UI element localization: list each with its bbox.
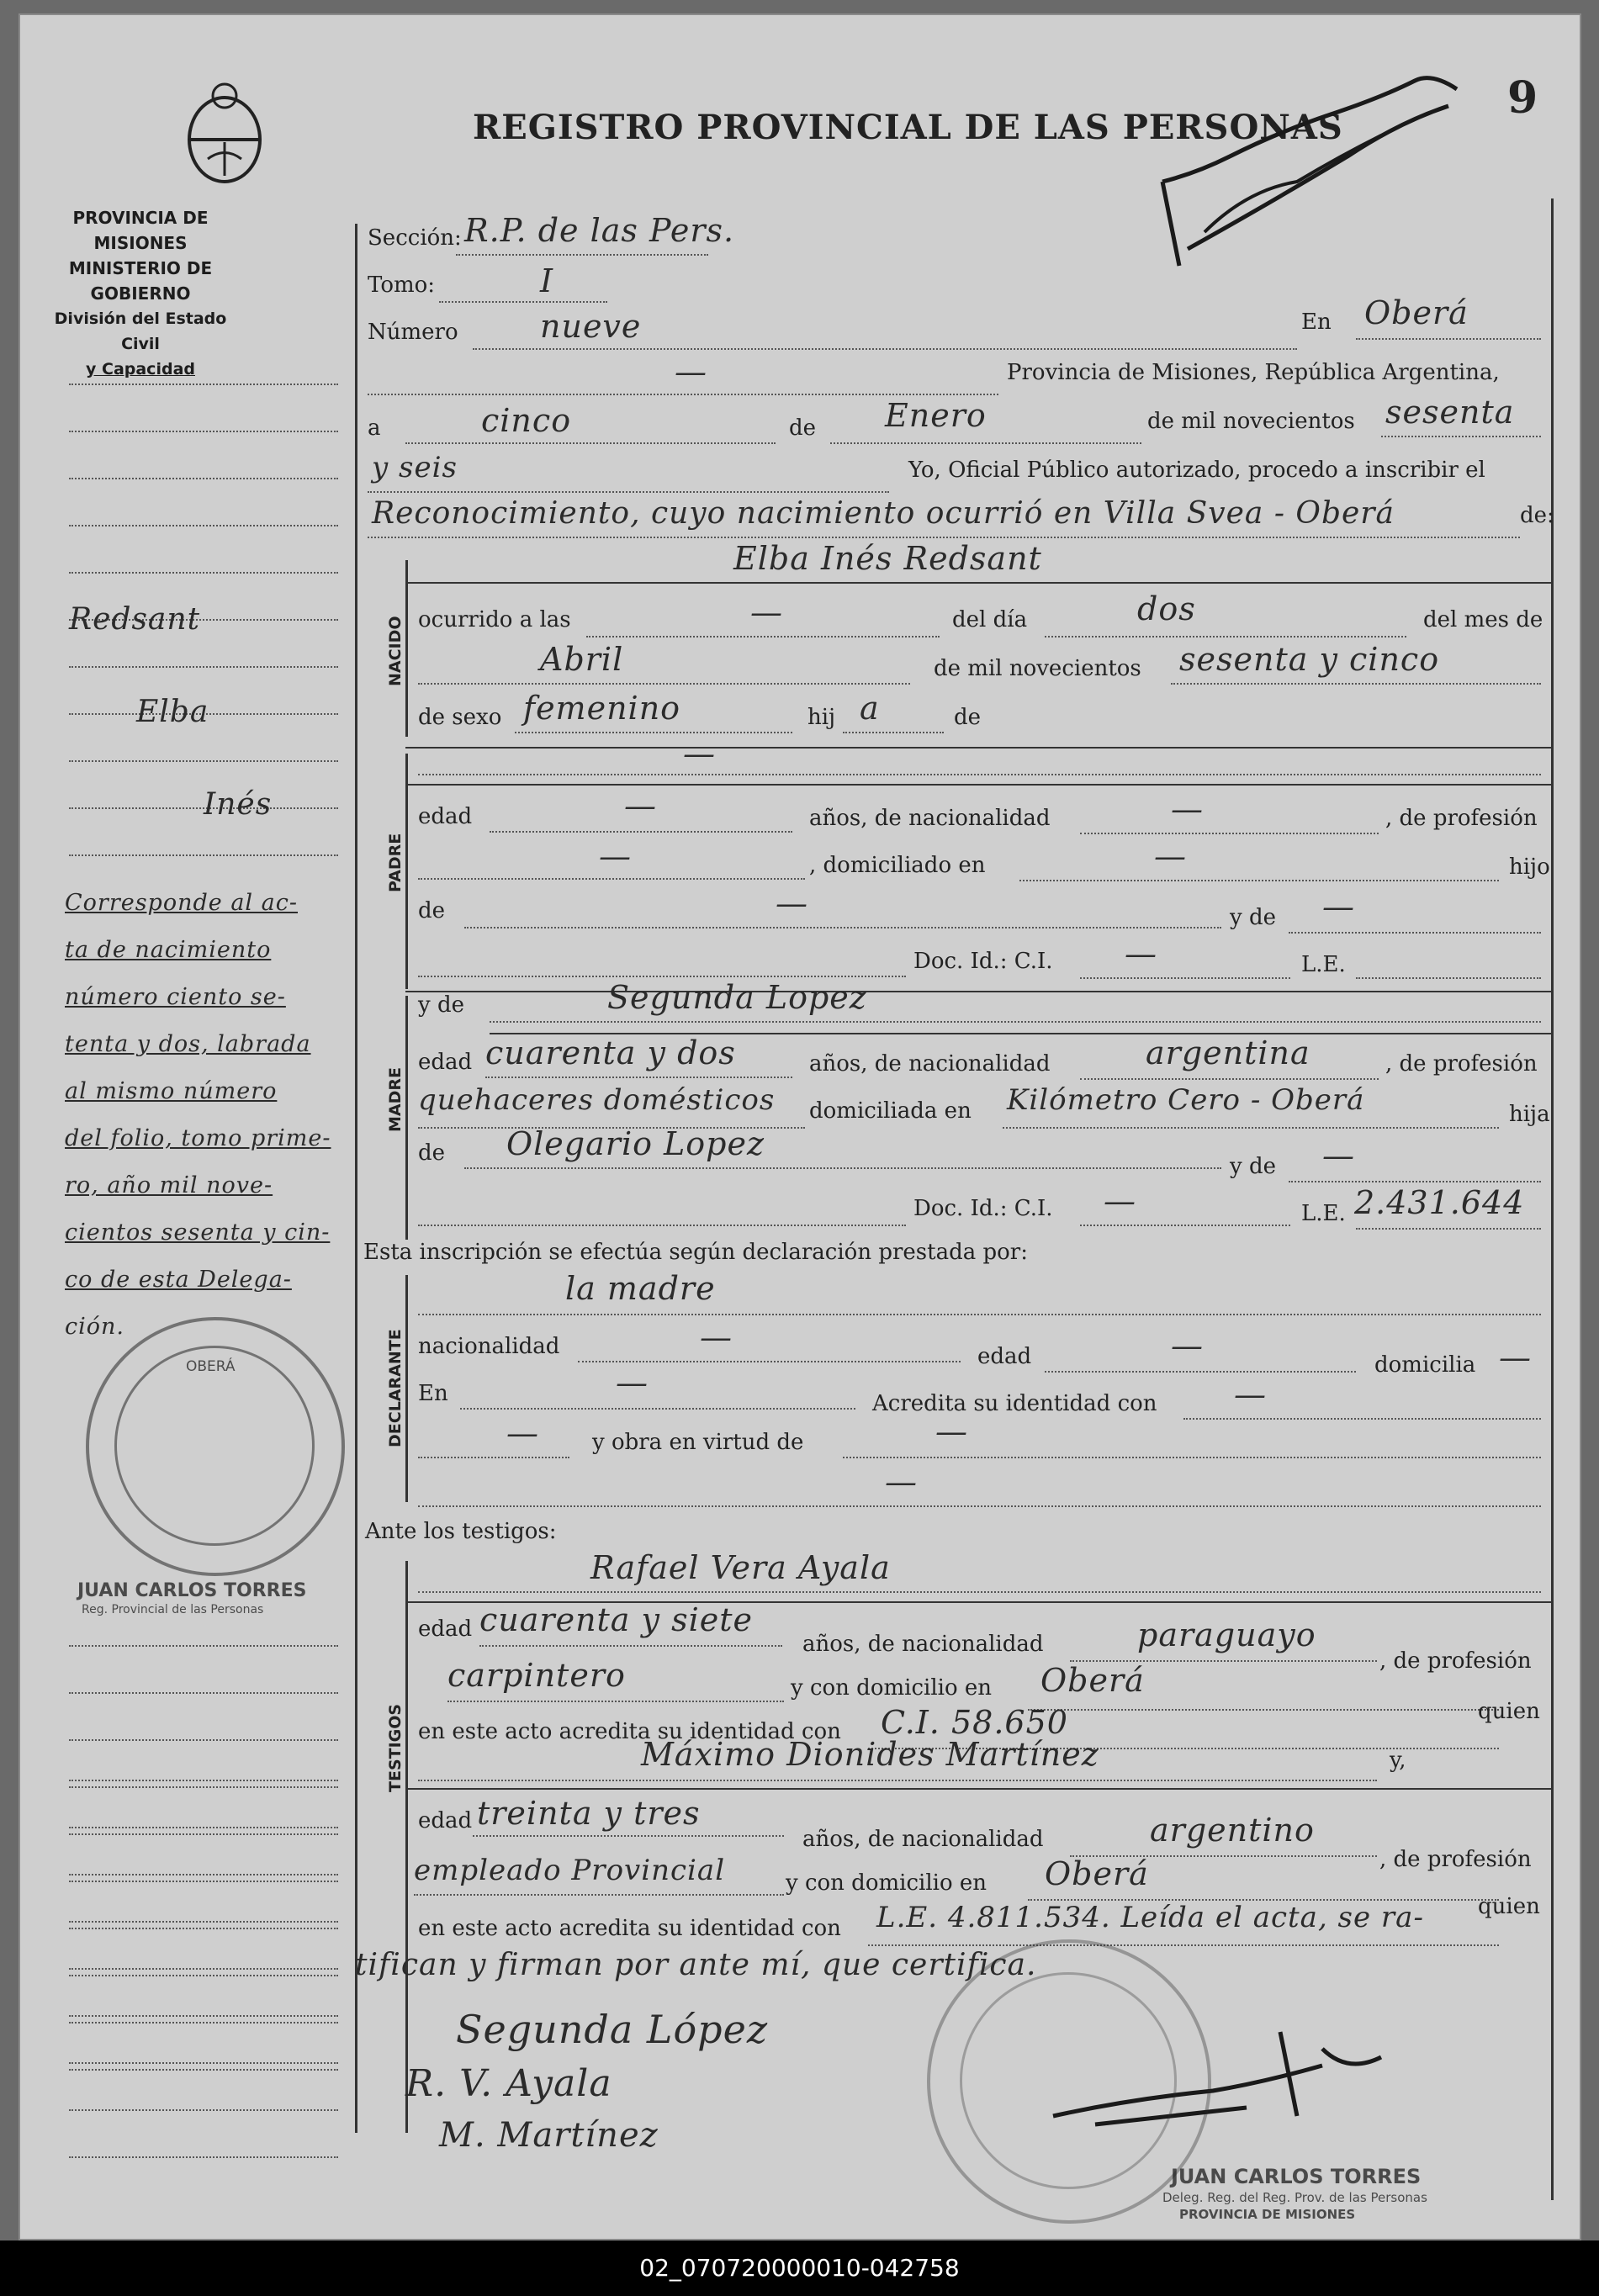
madre-y-de-label-2: y de — [1230, 1154, 1276, 1179]
dash-14: — — [1171, 1327, 1204, 1364]
hij-label: hij — [807, 705, 836, 730]
dash-6: — — [599, 838, 632, 875]
margin-note-line: ta de nacimiento — [65, 937, 272, 963]
cierre-value: tifican y firman por ante mí, que certifica. — [355, 1948, 1037, 1982]
t2-quien-label: quien — [1478, 1894, 1540, 1919]
t2-dom-value: Oberá — [1045, 1855, 1149, 1892]
ante-testigos-label: Ante los testigos: — [365, 1519, 557, 1544]
testigos-bar — [405, 1561, 408, 2133]
madre-de-label: de — [418, 1140, 446, 1166]
padre-anos-label: años, de nacionalidad — [809, 806, 1051, 831]
madre-prof-label: , de profesión — [1385, 1051, 1538, 1077]
padre-y-de-label: y de — [1230, 905, 1276, 930]
padre-edad-label: edad — [418, 804, 473, 829]
province-label: PROVINCIA DE MISIONES — [72, 208, 209, 253]
numero-label: Número — [368, 320, 458, 345]
stamp-left-name: JUAN CARLOS TORRES — [77, 1580, 307, 1601]
t1-prof-value: carpintero — [447, 1657, 626, 1694]
t2-dom-label: y con domicilio en — [786, 1870, 987, 1896]
ocurrido-label: ocurrido a las — [418, 607, 571, 632]
y-comma-label: y, — [1390, 1748, 1406, 1773]
madre-le-label: L.E. — [1301, 1201, 1346, 1226]
declarante-label: DECLARANTE — [386, 1329, 405, 1447]
madre-nombre-value: Segunda Lopez — [607, 979, 867, 1016]
dash-19: — — [935, 1413, 968, 1450]
dash-16: — — [616, 1364, 649, 1401]
dash-13: — — [700, 1319, 733, 1356]
document-sheet — [19, 13, 1581, 2240]
anio-value-1: sesenta — [1385, 394, 1515, 431]
madre-edad-value: cuarenta y dos — [485, 1034, 736, 1071]
stamp-bottom-name: JUAN CARLOS TORRES — [1171, 2165, 1422, 2188]
sexo-label: de sexo — [418, 705, 502, 730]
t1-nac-value: paraguayo — [1137, 1616, 1316, 1653]
main-divider — [355, 224, 357, 2133]
t2-edad-value: treinta y tres — [477, 1795, 701, 1832]
a-label: a — [368, 415, 381, 441]
dash-4: — — [624, 787, 657, 824]
official-stamp-left — [86, 1317, 345, 1576]
seccion-label: Sección: — [368, 225, 462, 251]
dash-18: — — [506, 1415, 539, 1452]
madre-padre-value: Olegario Lopez — [506, 1125, 765, 1162]
t2-prof-value: empleado Provincial — [414, 1854, 726, 1887]
right-border — [1551, 198, 1554, 2200]
provincia-label: Provincia de Misiones, República Argentina, — [1007, 360, 1500, 385]
de-colon-label: de: — [1520, 503, 1554, 528]
madre-anos-label: años, de nacionalidad — [809, 1051, 1051, 1077]
testigos-label: TESTIGOS — [386, 1703, 405, 1792]
coat-of-arms-icon — [178, 79, 271, 188]
madre-label: MADRE — [386, 1067, 405, 1132]
stamp-ring-text: OBERÁ — [186, 1358, 236, 1375]
dash-9: — — [1322, 888, 1355, 925]
nacido-bar — [405, 560, 408, 737]
numero-value: nueve — [540, 308, 642, 345]
dash-20: — — [885, 1463, 918, 1500]
t1-edad-value: cuarenta y siete — [479, 1601, 753, 1638]
inscripcion-label: Esta inscripción se efectúa según declaración prestada por: — [363, 1240, 1028, 1265]
dash-17: — — [1234, 1376, 1267, 1413]
stamp-left-sub: Reg. Provincial de las Personas — [82, 1603, 264, 1616]
anio-value-2: y seis — [372, 451, 458, 484]
signature-top-icon — [1129, 56, 1482, 299]
madre-edad-label: edad — [418, 1050, 473, 1075]
division-label-2: y Capacidad — [86, 360, 195, 378]
signature-2: R. V. Ayala — [405, 2062, 612, 2105]
padre-prof-label: , de profesión — [1385, 806, 1538, 831]
t1-dom-label: y con domicilio en — [791, 1675, 993, 1701]
de-mil-label: de mil novecientos — [1147, 409, 1355, 434]
reconocimiento-value: Reconocimiento, cuyo nacimiento ocurrió en Villa Svea - Oberá — [372, 496, 1395, 531]
division-label: División del Estado Civil — [54, 309, 227, 353]
dash-15: — — [1499, 1339, 1532, 1376]
margin-note-line: al mismo número — [65, 1078, 278, 1104]
tomo-label: Tomo: — [368, 272, 436, 298]
t2-prof-label: , de profesión — [1379, 1847, 1532, 1872]
lugar-value: Oberá — [1364, 294, 1469, 331]
t2-anos-label: años, de nacionalidad — [802, 1827, 1044, 1852]
padre-doc-label: Doc. Id.: C.I. — [913, 949, 1053, 974]
decl-nac-label: nacionalidad — [418, 1334, 560, 1359]
file-id-footer: 02_070720000010-042758 — [0, 2240, 1599, 2296]
dash-7: — — [1154, 838, 1187, 875]
madre-dom-value: Kilómetro Cero - Oberá — [1007, 1083, 1365, 1117]
margin-note-line: ro, año mil nove- — [65, 1172, 273, 1198]
decl-en-label: En — [418, 1381, 448, 1406]
hija-label: hija — [1509, 1102, 1550, 1127]
margin-note — [65, 880, 355, 1351]
dash-5: — — [1171, 791, 1204, 828]
seccion-value: R.P. de las Pers. — [464, 212, 735, 249]
margin-note-line: del folio, tomo prime- — [65, 1125, 331, 1151]
t1-doc-value: C.I. 58.650 — [881, 1704, 1068, 1741]
signature-3: M. Martínez — [439, 2116, 659, 2155]
dash-10: — — [1125, 935, 1157, 972]
dia-value: cinco — [481, 402, 572, 439]
signature-1: Segunda López — [456, 2007, 769, 2052]
mes-value: Enero — [885, 397, 987, 434]
madre-nac-value: argentina — [1146, 1034, 1310, 1071]
padre-bar — [405, 754, 408, 989]
margin-note-line: tenta y dos, labrada — [65, 1031, 311, 1057]
stamp-bottom-sub2: PROVINCIA DE MISIONES — [1179, 2207, 1356, 2222]
del-dia-label: del día — [952, 607, 1028, 632]
dash-3: — — [683, 735, 716, 772]
t2-nac-value: argentino — [1150, 1812, 1315, 1849]
nacido-label: NACIDO — [386, 616, 405, 686]
page-title: REGISTRO PROVINCIAL DE LAS PERSONAS — [473, 108, 1343, 147]
dash-11: — — [1322, 1137, 1355, 1174]
dash-1: — — [675, 353, 707, 390]
testigo2-value: Máximo Dionides Martínez — [641, 1736, 1099, 1773]
ministry-label: MINISTERIO DE GOBIERNO — [68, 258, 213, 304]
decl-acredita-label: Acredita su identidad con — [872, 1391, 1157, 1416]
tomo-value: I — [540, 262, 554, 299]
madre-y-de-label: y de — [418, 992, 464, 1018]
t2-edad-label: edad — [418, 1808, 473, 1833]
del-mes-label: del mes de — [1423, 607, 1543, 632]
en-label: En — [1301, 309, 1332, 335]
de-label-2: de — [954, 705, 982, 730]
madre-le-value: 2.431.644 — [1354, 1184, 1525, 1221]
declarante-value: la madre — [565, 1270, 716, 1307]
de-label: de — [789, 415, 817, 441]
madre-prof-value: quehaceres domésticos — [418, 1083, 776, 1117]
t1-anos-label: años, de nacionalidad — [802, 1632, 1044, 1657]
margin-note-line: cientos sesenta y cin- — [65, 1219, 331, 1246]
t1-dom-value: Oberá — [1040, 1662, 1145, 1699]
hij-value: a — [860, 690, 880, 727]
margin-note-line: Corresponde al ac- — [65, 890, 298, 916]
dash-2: — — [750, 594, 783, 631]
dash-8: — — [776, 885, 808, 922]
margin-surname: Redsant — [69, 602, 201, 637]
padre-de-label: de — [418, 898, 446, 923]
decl-domicilia-label: domicilia — [1374, 1352, 1476, 1378]
madre-doc-label: Doc. Id.: C.I. — [913, 1196, 1053, 1221]
official-stamp-bottom — [927, 1939, 1211, 2224]
de-mil-label-2: de mil novecientos — [934, 656, 1141, 681]
padre-dom-label: , domiciliado en — [809, 853, 986, 878]
stamp-bottom-sub: Deleg. Reg. del Reg. Prov. de las Personas — [1162, 2190, 1427, 2205]
t2-doc-value: L.E. 4.811.534. Leída el acta, se ra- — [876, 1901, 1424, 1934]
hijo-label: hijo — [1509, 854, 1550, 880]
sexo-value: femenino — [523, 690, 681, 727]
madre-dom-label: domiciliada en — [809, 1098, 972, 1124]
t1-quien-label: quien — [1478, 1699, 1540, 1724]
padre-le-label: L.E. — [1301, 952, 1346, 977]
t2-acredita-label: en este acto acredita su identidad con — [418, 1916, 841, 1941]
dia-nac-value: dos — [1137, 590, 1196, 627]
margin-firstname: Elba — [136, 695, 209, 729]
anio-nac-value: sesenta y cinco — [1179, 641, 1440, 678]
padre-label: PADRE — [386, 833, 405, 892]
page-number: 9 — [1507, 72, 1538, 124]
margin-note-line: ción. — [65, 1314, 124, 1340]
dash-12: — — [1104, 1182, 1136, 1219]
madre-bar — [405, 996, 408, 1240]
t1-edad-label: edad — [418, 1616, 473, 1642]
testigo1-value: Rafael Vera Ayala — [590, 1549, 891, 1586]
decl-edad-label: edad — [977, 1344, 1032, 1369]
decl-obra-label: y obra en virtud de — [592, 1430, 804, 1455]
yo-oficial-label: Yo, Oficial Público autorizado, procedo a inscribir el — [908, 458, 1485, 483]
margin-note-line: número ciento se- — [65, 984, 286, 1010]
margin-note-line: co de esta Delega- — [65, 1267, 292, 1293]
t1-acredita-label: en este acto acredita su identidad con — [418, 1719, 841, 1744]
nombre-value: Elba Inés Redsant — [733, 540, 1042, 577]
t1-prof-label: , de profesión — [1379, 1648, 1532, 1674]
declarante-bar — [405, 1275, 408, 1502]
mes-nac-value: Abril — [540, 641, 624, 678]
margin-secondname: Inés — [204, 787, 273, 822]
